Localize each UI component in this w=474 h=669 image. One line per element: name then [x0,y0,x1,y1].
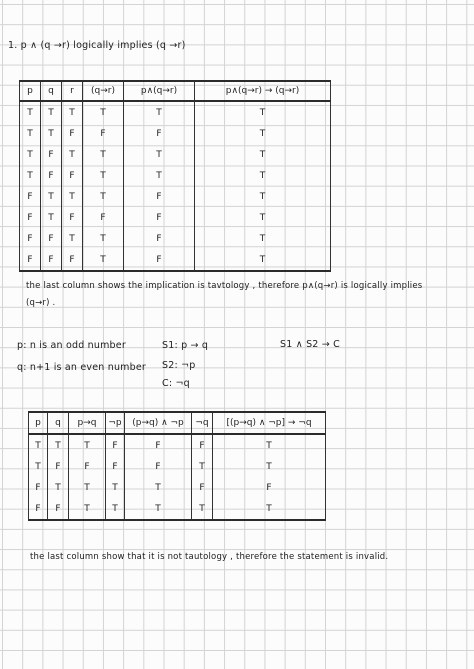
table-cell: T [195,123,331,144]
table-cell: F [41,144,62,165]
table-cell: T [83,165,124,186]
table-cell: F [83,123,124,144]
table-cell: F [20,249,41,271]
argument-form: S1 ∧ S2 → C [280,339,340,350]
table-cell: T [213,498,326,520]
header-cell: q [41,81,62,101]
table-cell: F [106,456,125,477]
header-cell: p→q [69,412,106,434]
table-cell: T [69,498,106,520]
table-row [20,165,331,186]
header-cell: (p→q) ∧ ¬p [125,412,192,434]
table-cell: F [29,498,48,520]
table-cell: T [83,101,124,123]
table-cell: F [192,434,213,456]
premise-p: p: n is an odd number [17,340,126,351]
table-cell: F [83,207,124,228]
table-cell: F [124,207,195,228]
truth-table-1-header [20,81,331,101]
header-cell: ¬q [192,412,213,434]
table-cell: T [213,456,326,477]
header-cell: r [62,81,83,101]
truth-table-1 [19,80,331,272]
table-row [20,207,331,228]
table-cell: F [124,123,195,144]
table-cell: T [195,186,331,207]
table-cell: T [41,101,62,123]
table-cell: T [83,186,124,207]
table-cell: F [69,456,106,477]
table-row [20,186,331,207]
premise-q: q: n+1 is an even number [17,362,146,373]
table-cell: T [106,477,125,498]
table-cell: T [195,207,331,228]
problem1-heading: 1. p ∧ (q →r) logically implies (q →r) [8,40,186,51]
table-cell: T [195,228,331,249]
statement-s2: S2: ¬p [162,360,196,371]
header-cell: p∧(q→r) → (q→r) [195,81,331,101]
table-cell: F [41,165,62,186]
table-cell: T [69,434,106,456]
table-row [29,498,326,520]
truth-table-2 [28,411,326,521]
table-cell: T [29,456,48,477]
table-cell: F [62,165,83,186]
table-cell: T [69,477,106,498]
table-cell: F [62,207,83,228]
table-cell: F [124,228,195,249]
table-cell: F [29,477,48,498]
table-cell: F [41,249,62,271]
table-cell: T [62,144,83,165]
table-cell: F [192,477,213,498]
table-row [20,101,331,123]
table-cell: F [48,456,69,477]
table-cell: T [192,498,213,520]
table-cell: T [195,101,331,123]
problem2-conclusion: the last column show that it is not tautology , therefore the statement is invalid. [30,552,389,562]
header-cell: p [29,412,48,434]
table-cell: T [124,101,195,123]
table-cell: T [195,165,331,186]
table-cell: T [83,228,124,249]
header-cell: q [48,412,69,434]
table-cell: T [20,144,41,165]
table-cell: T [48,477,69,498]
table-cell: T [29,434,48,456]
problem1-conclusion-line1: the last column shows the implication is tavtology , therefore p∧(q→r) is logically implies [26,281,423,291]
statement-c: C: ¬q [162,378,190,389]
table-row [20,249,331,271]
table-cell: T [41,123,62,144]
table-cell: F [48,498,69,520]
table-cell: F [20,186,41,207]
table-row [29,434,326,456]
table-cell: F [106,434,125,456]
table-cell: F [124,249,195,271]
table-cell: T [192,456,213,477]
table-cell: T [41,186,62,207]
table-cell: F [125,434,192,456]
table-row [20,228,331,249]
table-row [20,123,331,144]
table-cell: F [62,123,83,144]
table-cell: T [20,101,41,123]
table-cell: T [41,207,62,228]
header-cell: [(p→q) ∧ ¬p] → ¬q [213,412,326,434]
table-cell: T [62,228,83,249]
table-cell: F [20,228,41,249]
header-cell: (q→r) [83,81,124,101]
header-cell: p [20,81,41,101]
table-cell: T [20,123,41,144]
table-cell: T [48,434,69,456]
table-cell: F [41,228,62,249]
table-cell: F [62,249,83,271]
table-cell: T [213,434,326,456]
problem1-conclusion-line2: (q→r) . [26,298,56,308]
table-row [29,477,326,498]
table-cell: T [20,165,41,186]
table-row [29,456,326,477]
table-cell: T [124,165,195,186]
table-cell: T [125,477,192,498]
header-cell: ¬p [106,412,125,434]
table-cell: F [125,456,192,477]
table-cell: F [213,477,326,498]
header-cell: p∧(q→r) [124,81,195,101]
table-cell: T [124,144,195,165]
table-cell: T [83,144,124,165]
table-cell: T [62,101,83,123]
table-cell: T [195,249,331,271]
table-cell: T [83,249,124,271]
table-cell: F [20,207,41,228]
truth-table-2-header [29,412,326,434]
table-cell: T [195,144,331,165]
table-row [20,144,331,165]
statement-s1: S1: p → q [162,340,209,351]
table-cell: T [125,498,192,520]
table-cell: F [124,186,195,207]
table-cell: T [62,186,83,207]
table-cell: T [106,498,125,520]
